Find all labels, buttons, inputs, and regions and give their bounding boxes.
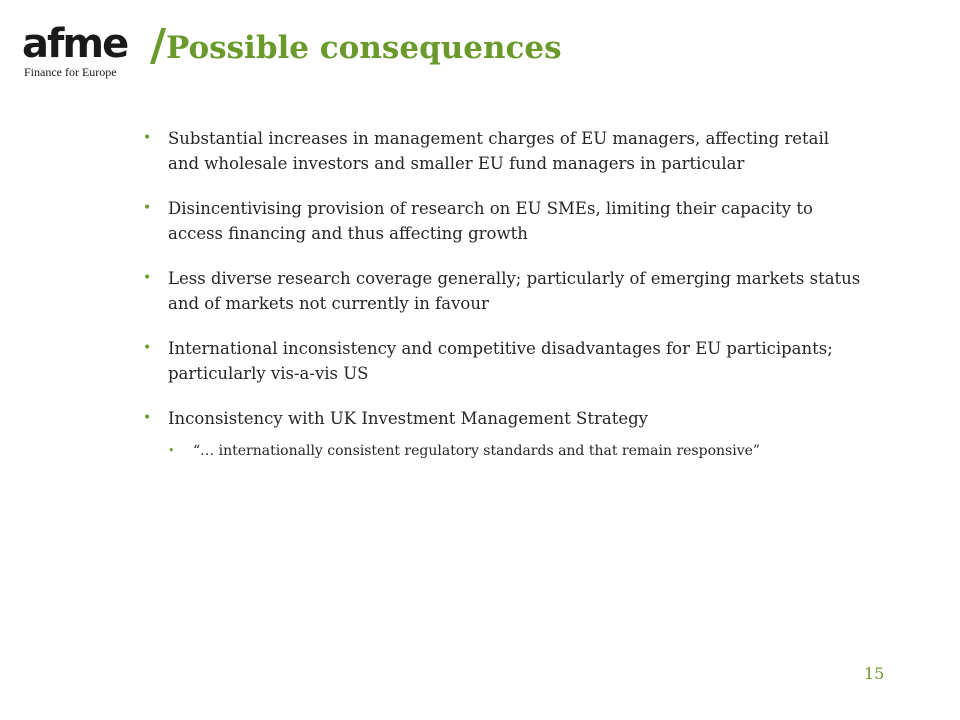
logo-slash-mark: / [150, 20, 167, 71]
bullet-text: Substantial increases in management charges of EU managers, affecting retail and wholesale investors and smaller EU fund managers in particular [168, 129, 830, 173]
logo-tagline: Finance for Europe [24, 65, 117, 79]
logo-wordmark: afme [22, 21, 128, 67]
sub-bullet-text: “… internationally consistent regulatory standards and that remain responsive” [193, 443, 761, 459]
bullet-item [143, 406, 863, 431]
bullet-item [143, 266, 863, 316]
bullet-dot-icon: • [143, 270, 152, 286]
bullet-text: Less diverse research coverage generally; particularly of emerging markets status and of markets not currently in favour [168, 269, 861, 313]
bullet-item [143, 336, 863, 386]
bullet-text: Disincentivising provision of research on EU SMEs, limiting their capacity to access financing and thus affecting growth [168, 199, 813, 243]
bullet-text: International inconsistency and competitive disadvantages for EU participants; particularly vis-a-vis US [168, 339, 833, 383]
page-number: 15 [864, 664, 885, 683]
bullet-dot-icon: • [143, 130, 152, 146]
bullet-item [143, 196, 863, 246]
bullet-dot-icon: • [143, 200, 152, 216]
sub-bullet-item [168, 439, 863, 463]
bullet-item [143, 126, 863, 176]
slide-title: Possible consequences [166, 30, 562, 66]
bullet-text: Inconsistency with UK Investment Management Strategy [168, 409, 648, 428]
afme-logo [22, 20, 172, 84]
bullet-dot-icon: • [168, 444, 175, 457]
bullet-dot-icon: • [143, 410, 152, 426]
bullet-dot-icon: • [143, 340, 152, 356]
bullet-list [143, 126, 863, 483]
